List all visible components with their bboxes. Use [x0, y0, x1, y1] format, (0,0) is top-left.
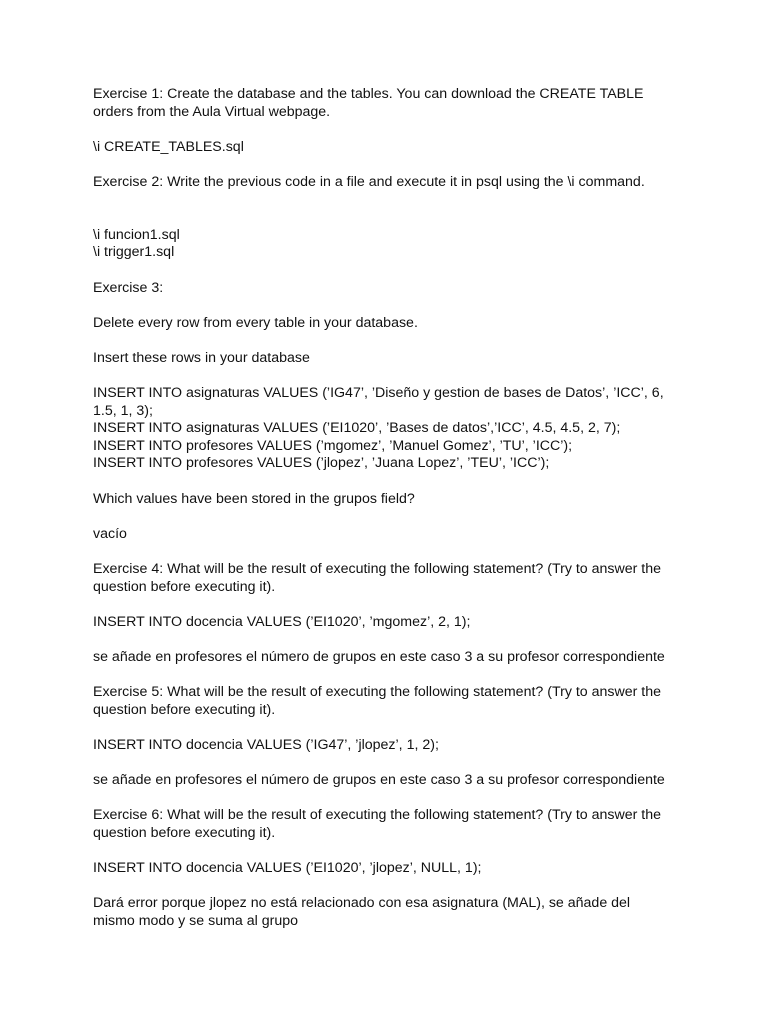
exercise-3-heading — [93, 280, 683, 298]
text-line: vacío — [93, 525, 127, 542]
text-line: INSERT INTO profesores VALUES (’jlopez’, ’Juana Lopez’, ’TEU’, ’ICC’); — [93, 455, 550, 472]
text-line: INSERT INTO docencia VALUES (’EI1020’, ’jlopez’, NULL, 1); — [93, 860, 482, 877]
text-line: Exercise 2: Write the previous code in a file and execute it in psql using the \i command. — [93, 173, 645, 190]
text-line: orders from the Aula Virtual webpage. — [93, 103, 331, 120]
text-line: Exercise 6: What will be the result of executing the following statement? (Try to answer the — [93, 807, 662, 824]
exercise-4-statement — [93, 614, 683, 632]
text-line: INSERT INTO profesores VALUES (’mgomez’, ’Manuel Gomez’, ’TU’, ’ICC’); — [93, 437, 573, 454]
text-line: question before executing it). — [93, 578, 276, 595]
exercise-6-question — [93, 807, 683, 842]
spacer — [93, 209, 683, 227]
exercise-5-statement — [93, 737, 683, 755]
exercise-1-paragraph — [93, 86, 683, 121]
text-line: se añade en profesores el número de grupos en este caso 3 a su profesor correspondiente — [93, 772, 665, 789]
delete-rows-instruction — [93, 315, 683, 333]
text-line: INSERT INTO docencia VALUES (’IG47’, ’jlopez’, 1, 2); — [93, 736, 439, 753]
text-line: INSERT INTO asignaturas VALUES (’EI1020’, ’Bases de datos’,’ICC’, 4.5, 4.5, 2, 7); — [93, 420, 621, 437]
text-line: \i funcion1.sql — [93, 226, 180, 243]
exercise-5-answer — [93, 772, 683, 790]
text-line: Exercise 1: Create the database and the tables. You can download the CREATE TABLE — [93, 86, 644, 102]
text-line: question before executing it). — [93, 824, 276, 841]
text-line: mismo modo y se suma al grupo — [93, 912, 299, 929]
exercise-2-paragraph — [93, 174, 683, 192]
insert-rows-instruction — [93, 350, 683, 368]
document-page — [93, 86, 683, 948]
exercise-6-statement — [93, 860, 683, 878]
text-line: Insert these rows in your database — [93, 349, 310, 366]
text-line: Dará error porque jlopez no está relacionado con esa asignatura (MAL), se añade del — [93, 895, 631, 912]
text-line: Exercise 3: — [93, 279, 164, 296]
exercise-4-question — [93, 561, 683, 596]
text-line: Which values have been stored in the grupos field? — [93, 490, 415, 507]
exercise-4-answer — [93, 649, 683, 667]
create-tables-command — [93, 139, 683, 157]
text-line: 1.5, 1, 3); — [93, 402, 153, 419]
text-line: \i trigger1.sql — [93, 244, 175, 261]
text-line: INSERT INTO asignaturas VALUES (’IG47’, ’Diseño y gestion de bases de Datos’, ’ICC’, 6, — [93, 385, 664, 402]
grupos-answer — [93, 526, 683, 544]
text-line: se añade en profesores el número de grupos en este caso 3 a su profesor correspondiente — [93, 649, 665, 665]
text-line: Exercise 5: What will be the result of executing the following statement? (Try to answer the — [93, 684, 662, 701]
exercise-5-question — [93, 684, 683, 719]
text-line: \i CREATE_TABLES.sql — [93, 138, 244, 155]
exercise-6-answer — [93, 895, 683, 930]
insert-statements — [93, 385, 683, 473]
script-commands — [93, 227, 683, 262]
grupos-question — [93, 491, 683, 509]
text-line: question before executing it). — [93, 701, 276, 718]
text-line: Delete every row from every table in your database. — [93, 314, 418, 331]
text-line: Exercise 4: What will be the result of executing the following statement? (Try to answer the — [93, 561, 662, 578]
text-line: INSERT INTO docencia VALUES (’EI1020’, ’mgomez’, 2, 1); — [93, 613, 471, 630]
